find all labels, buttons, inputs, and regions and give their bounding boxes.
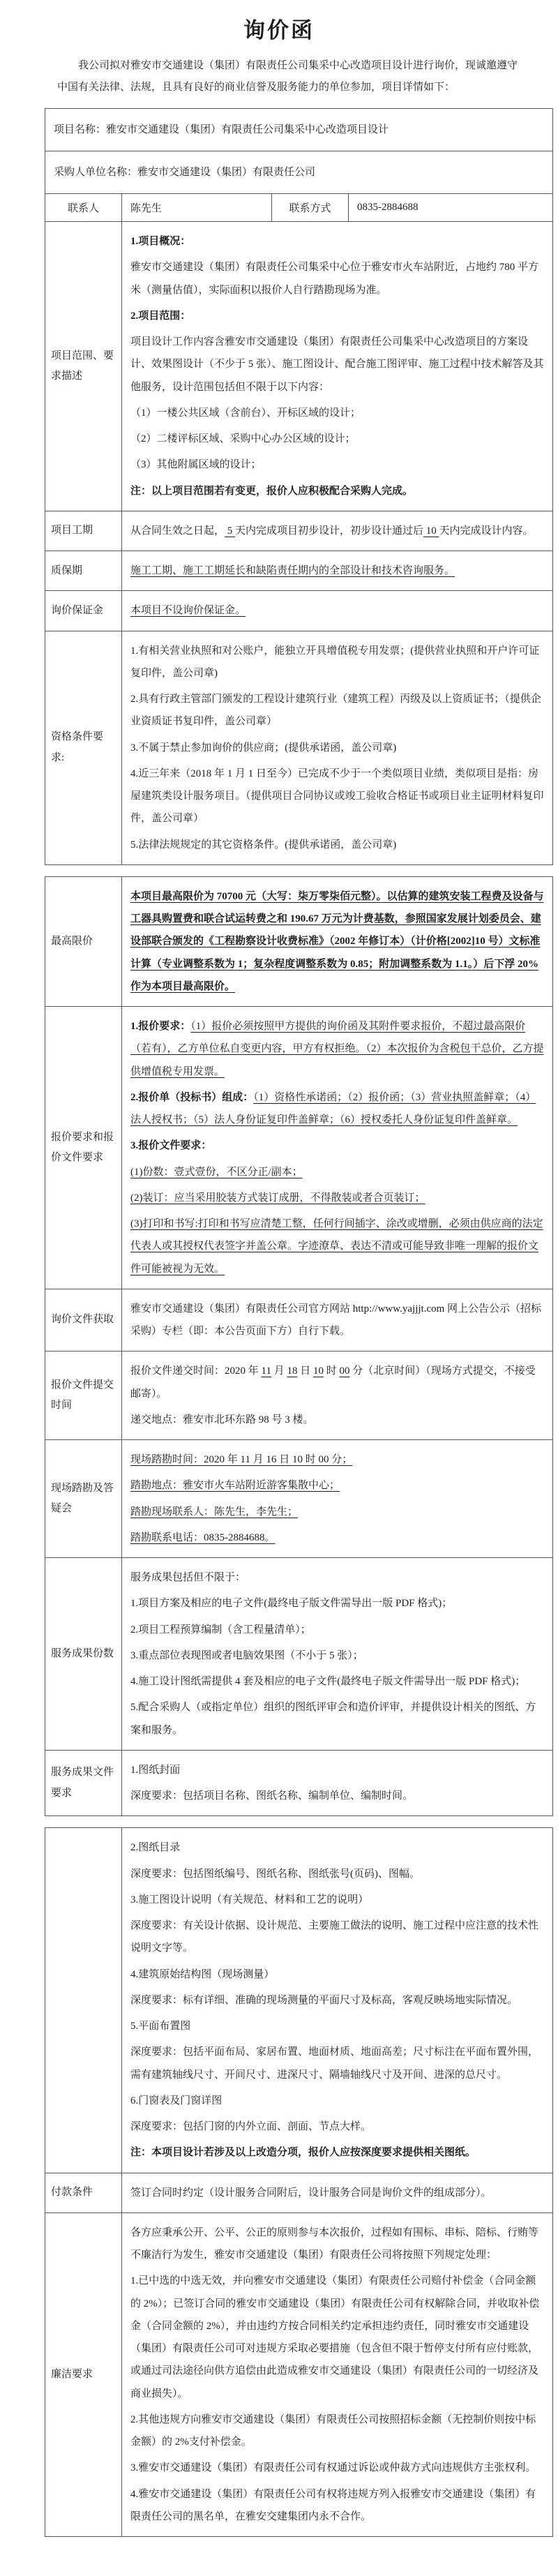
- text-run: 深度要求：标有详细、准确的现场测量的平面尺寸及标高，客观反映场地实际情况。: [130, 1994, 518, 2006]
- paragraph: [130, 737, 544, 759]
- row-quote-submission-time: [45, 1351, 553, 1440]
- row-label: 报价文件提交时间: [45, 1351, 122, 1440]
- paragraph: [130, 1989, 544, 2012]
- row-label: 付款条件: [45, 2173, 122, 2212]
- text-run: 4.近三年来（2018 年 1 月 1 日至今）已完成不少于一个类似项目业绩，类似项目是指：房屋建筑类设计服务项目。（提供项目合同协议或竣工验收合格证书或项目业主证明材料复印件，盖公司章）: [130, 767, 544, 825]
- paragraph: [130, 2116, 544, 2138]
- text-run: 天内完成项目初步设计，初步设计通过后: [235, 525, 424, 537]
- text-run: 服务成果包括但不限于：: [130, 1572, 246, 1583]
- text-run: 注：以上项目范围若有变更，报价人应积极配合采购人完成。: [130, 485, 414, 497]
- paragraph: [130, 1836, 544, 1859]
- full-width-cell: [45, 108, 553, 151]
- paragraph: [130, 834, 544, 856]
- paragraph: [130, 1963, 544, 1986]
- paragraph: [130, 885, 544, 998]
- row-label: 询价保证金: [45, 591, 122, 631]
- row-content: [122, 631, 553, 864]
- paragraph: [130, 402, 544, 424]
- info-table: [45, 1827, 553, 2537]
- paragraph: [130, 1501, 544, 1523]
- row-content: [122, 591, 553, 631]
- text-run: 日: [297, 1365, 313, 1377]
- row-label: 询价文件获取: [45, 1289, 122, 1351]
- row-deliverable-file-requirements: [45, 1750, 553, 1816]
- text-run: 雅安市交通建设（集团）有限责任公司集采中心位于雅安市火车站附近，占地约 780 平方米（测量估值），实际面积以报价人自行踏勘现场为准。: [130, 262, 539, 296]
- text-run: （1）一楼公共区域（含前台）、开标区域的设计；: [130, 407, 361, 419]
- paragraph: [130, 2483, 544, 2529]
- text-run: 1.项目方案及相应的电子文件(最终电子版文件需导出一版 PDF 格式)；: [130, 1598, 453, 1610]
- info-table: [45, 108, 553, 865]
- paragraph: [130, 454, 544, 476]
- paragraph: [130, 560, 544, 582]
- paragraph: [130, 331, 544, 398]
- paragraph: [130, 1086, 544, 1132]
- row-content: [122, 1351, 553, 1440]
- row-label: 资格条件要求:: [45, 631, 122, 864]
- text-run: 4.施工设计图纸需提供 4 套及相应的电子文件(最终电子版文件需导出一版 PDF 格式)；: [130, 1676, 526, 1687]
- text-run: 2.报价单（投标书）组成：: [130, 1091, 254, 1103]
- row-content: [122, 1828, 553, 2173]
- row-label: 项目范围、要求描述: [45, 222, 122, 511]
- text-run: 天内完成设计内容。: [439, 525, 534, 537]
- paragraph: [130, 256, 544, 301]
- text-run: 项目名称：雅安市交通建设（集团）有限责任公司集采中心改造项目设计: [54, 123, 389, 135]
- text-run: 现场踏勘时间：2020 年 11 月 16 日 10 时 00 分；: [130, 1454, 353, 1465]
- paragraph: [130, 1645, 544, 1667]
- text-run: 分（北京时间）（现场方式提交，不接受邮寄）。: [130, 1365, 536, 1400]
- row-content: [122, 1289, 553, 1351]
- row-content: [122, 1558, 553, 1751]
- row-project-scope: [45, 222, 553, 511]
- row-project-name: [45, 108, 553, 151]
- row-content: [122, 1440, 553, 1558]
- text-run: 雅安市交通建设（集团）有限责任公司官方网站 http://www.yajjjt.com 网上公告公示（招标采购）专栏（即：本公告页面下方）自行下载。: [130, 1303, 542, 1337]
- paragraph: [130, 1785, 544, 1807]
- text-run: 时: [324, 1365, 340, 1377]
- paragraph: [130, 1863, 544, 1885]
- paragraph: [130, 2457, 544, 2479]
- text-run: 报价文件递交时间：2020 年: [130, 1365, 262, 1377]
- paragraph: [130, 1619, 544, 1641]
- text-run: 00: [339, 1365, 350, 1377]
- text-run: 5.法律法规规定的其它资格条件。(提供承诺函，盖公司章): [130, 839, 397, 851]
- row-content: [122, 2173, 553, 2212]
- text-run: 4.雅安市交通建设（集团）有限责任公司有权将违规方列入报雅安市交通建设（集团）有限责任公司的黑名单，在雅安交建集团内永不合作。: [130, 2488, 536, 2522]
- row-contact: [45, 194, 553, 222]
- text-run: 深度要求：包括门窗的内外立面、剖面、节点大样。: [130, 2121, 372, 2132]
- row-content: [122, 1007, 553, 1289]
- row-label: 廉洁要求: [45, 2212, 122, 2536]
- paragraph: [130, 599, 544, 622]
- text-run: 采购人单位名称：雅安市交通建设（集团）有限责任公司: [54, 166, 316, 178]
- paragraph: [54, 161, 544, 184]
- text-run: 各方应秉承公开、公平、公正的原则参与本次报价，过程如有围标、串标、陪标、行贿等不廉洁行为发生，雅安市交通建设（集团）有限责任公司将按照下列规定处理：: [130, 2226, 539, 2261]
- text-run: 递交地点：雅安市北环东路 98 号 3 楼。: [130, 1414, 314, 1425]
- paragraph: [130, 1409, 544, 1431]
- text-run: 1.已中选的中选无效，并向雅安市交通建设（集团）有限责任公司赔付补偿金（合同金额的 2%）；已签订合同的雅安市交通建设（集团）有限责任公司有权解除合同，并收取补偿金（合同金额的 2%），并由违约方按合同相关约定承担违约责任，同时雅安市交通建设（集团）有限责任公司可对违规方采取必要措施（包含但不限于暂停支付所有应付账款，或通过司法途径向供方追偿由此造成雅安市交通建设（集团）有限责任公司的一切经济及商业损失）。: [130, 2275, 540, 2399]
- paragraph: [130, 2141, 544, 2164]
- paragraph: [130, 1015, 544, 1083]
- paragraph: [130, 1889, 544, 1911]
- text-run: 2.图纸目录: [130, 1842, 181, 1854]
- text-run: 10: [313, 1365, 324, 1377]
- text-run: 踏勘现场联系人：陈先生，李先生；: [130, 1506, 299, 1518]
- row-project-duration: [45, 511, 553, 551]
- contact-person-value: 陈先生: [122, 194, 272, 222]
- paragraph: [130, 1187, 544, 1209]
- paragraph: [130, 688, 544, 733]
- text-run: 深度要求：包括项目名称、图纸名称、编制单位、编制时间。: [130, 1790, 414, 1802]
- paragraph: [130, 1360, 544, 1405]
- text-run: (3)打印和书写:打印和书写应清楚工整，任何行间插字、涂改或增删，必须由供应商的法定代表人或其授权代表签字并盖公章。字迹潦草、表达不清或可能导致非唯一理解的报价文件可能被视为无效。: [130, 1218, 543, 1275]
- row-payment-terms: [45, 2173, 553, 2212]
- contact-phone-label: 联系方式: [272, 194, 349, 222]
- row-label: 现场踏勘及答疑会: [45, 1440, 122, 1558]
- row-content: [122, 511, 553, 551]
- row-quote-requirements: [45, 1007, 553, 1289]
- text-run: （1）报价必须按照甲方提供的询价函及其附件要求报价，不超过最高限价（若有），乙方单位私自变更内容，甲方有权拒绝。（2）本次报价为含税包干总价，乙方提供增值税专用发票。: [130, 1021, 544, 1077]
- tables-container: [0, 108, 558, 2538]
- text-run: 月: [271, 1365, 287, 1377]
- text-run: 深度要求：有关设计依据、设计规范、主要施工做法的说明、施工过程中应注意的技术性说明文字等。: [130, 1920, 539, 1954]
- row-site-visit-meeting: [45, 1440, 553, 1558]
- text-run: 3.雅安市交通建设（集团）有限责任公司有权通过诉讼或仲裁方式向违规供方主张权利。: [130, 2462, 536, 2474]
- row-label: 服务成果文件要求: [45, 1750, 122, 1816]
- row-content: [122, 551, 553, 591]
- text-run: （3）其他附属区域的设计；: [130, 459, 262, 471]
- text-run: 本项目最高限价为 70700 元（大写：柒万零柒佰元整）。以估算的建筑安装工程费及设备与工器具购置费和联合试运转费之和 190.67 万元为计费基数，参照国家发展计划委员会、建设部联合颁发的《工程勘察设计收费标准》（2002 年修订本）（计价格[2002]10 号）文标准计算（专业调整系数为 1；复杂程度调整系数为 0.85；附加调整系数为 1.1。）后下浮 20%作为本项目最高限价。: [130, 890, 544, 992]
- row-content: [122, 876, 553, 1006]
- text-run: 18: [287, 1365, 298, 1377]
- text-run: 注：本项目设计若涉及以上改造分项，报价人应按深度要求提供相关图纸。: [130, 2147, 476, 2159]
- row-label: 项目工期: [45, 511, 122, 551]
- text-run: 项目设计工作内容含雅安市交通建设（集团）有限责任公司集采中心改造项目的方案设计、效果图设计（不少于 5 张）、施工图设计、配合施工图评审、施工过程中技术解答及其他服务，设计范围包括但不限于以下内容：: [130, 336, 544, 393]
- text-run: 2.项目工程预算编制（含工程量清单）；: [130, 1624, 311, 1635]
- text-run: 踏勘地点：雅安市火车站附近游客集散中心；: [130, 1480, 340, 1492]
- row-inquiry-file-access: [45, 1289, 553, 1351]
- row-label: [45, 1828, 122, 2173]
- contact-person-label: 联系人: [45, 194, 122, 222]
- info-table: [45, 876, 553, 1817]
- paragraph: [130, 1670, 544, 1693]
- row-qualification-requirements: [45, 631, 553, 864]
- text-run: 1.项目概况：: [130, 236, 191, 247]
- paragraph: [130, 1135, 544, 1157]
- text-run: 2.其他违规方向雅安市交通建设（集团）有限责任公司按照招标金额（无控制价则按中标金额）的 2%支付补偿金。: [130, 2413, 536, 2448]
- paragraph: [130, 1474, 544, 1497]
- text-run: (1)份数：壹式壹份，不区分正/副本；: [130, 1166, 303, 1178]
- paragraph: [130, 1592, 544, 1615]
- row-label: 质保期: [45, 551, 122, 591]
- row-content: [122, 1750, 553, 1816]
- paragraph: [130, 520, 544, 542]
- paragraph: [130, 1448, 544, 1471]
- text-run: 3.报价文件要求：: [130, 1140, 212, 1152]
- intro-paragraph: 我公司拟对雅安市交通建设（集团）有限责任公司集采中心改造项目设计进行询价，现诚邀遵守中国有关法律、法规，且具有良好的商业信誉及服务能力的单位参加，项目详情如下：: [57, 60, 518, 93]
- text-run: 3.重点部位表现图或者电脑效果图（不小于 5 张）；: [130, 1649, 363, 1661]
- paragraph: [130, 230, 544, 253]
- paragraph: [130, 1696, 544, 1742]
- row-max-price-limit: [45, 876, 553, 1006]
- text-run: 5: [225, 525, 236, 537]
- text-run: （2）二楼评标区域、采购中心办公区域的设计；: [130, 433, 356, 444]
- text-run: 1.有相关营业执照和对公账户，能独立开具增值税专用发票；(提供营业执照和开户许可证复印件，盖公司章): [130, 645, 540, 679]
- row-warranty-period: [45, 551, 553, 591]
- paragraph: [130, 428, 544, 450]
- text-run: 深度要求：包括平面布局、家居布置、地面材质、地面高差；尺寸标注在平面布置外围，需有建筑轴线尺寸、开间尺寸、进深尺寸、隔墙轴线尺寸及开间、进深的总尺寸。: [130, 2046, 539, 2081]
- paragraph: [130, 640, 544, 685]
- paragraph: [130, 1566, 544, 1589]
- text-run: 本项目不设询价保证金。: [130, 605, 246, 617]
- text-run: 5.配合采购人（或指定单位）组织的图纸评审会和造价评审，并提供设计相关的图纸、方案和服务。: [130, 1702, 536, 1736]
- full-width-cell: [45, 151, 553, 193]
- paragraph: [130, 1213, 544, 1280]
- paragraph: [130, 1915, 544, 1960]
- paragraph: [130, 2270, 544, 2405]
- contact-phone-value: 0835-2884688: [349, 194, 553, 222]
- paragraph: [130, 1759, 544, 1781]
- paragraph: [130, 1161, 544, 1183]
- text-run: 2.具有行政主管部门颁发的工程设计建筑行业（建筑工程）丙级及以上资质证书；（提供企业资质证书复印件，盖公司章）: [130, 694, 541, 728]
- row-deliverable-file-requirements-continued: [45, 1828, 553, 2173]
- text-run: 1.报价要求：: [130, 1021, 191, 1032]
- row-integrity-requirements: [45, 2212, 553, 2536]
- paragraph: [130, 2409, 544, 2454]
- paragraph: [130, 2182, 544, 2204]
- paragraph: [130, 1298, 544, 1343]
- text-run: 11: [261, 1365, 271, 1377]
- paragraph: [130, 1527, 544, 1549]
- paragraph: [130, 480, 544, 502]
- row-label: 服务成果份数: [45, 1558, 122, 1751]
- page-title: 询价函: [243, 18, 315, 43]
- text-run: 施工工期、施工工期延长和缺陷责任期内的全部设计和技术咨询服务。: [130, 565, 455, 576]
- paragraph: [130, 2041, 544, 2086]
- row-label: 最高限价: [45, 876, 122, 1006]
- text-run: 5.平面布置图: [130, 2021, 191, 2032]
- row-deliverable-copies: [45, 1558, 553, 1751]
- row-content: [122, 222, 553, 511]
- paragraph: [130, 305, 544, 327]
- text-run: 1.图纸封面: [130, 1764, 181, 1776]
- text-run: 3.不属于禁止参加询价的供应商；(提供承诺函，盖公司章): [130, 742, 397, 754]
- text-run: 签订合同时约定（设计服务合同附后，设计服务合同是询价文件的组成部分）。: [130, 2187, 492, 2199]
- text-run: 3.施工图设计说明（有关规范、材料和工艺的说明）: [130, 1894, 369, 1905]
- row-label: 报价要求和报价文件要求: [45, 1007, 122, 1289]
- row-content: [122, 2212, 553, 2536]
- text-run: 深度要求：包括图纸编号、图纸名称、图纸张号(页码)、图幅。: [130, 1868, 420, 1880]
- text-run: 4.建筑原始结构图（现场测量）: [130, 1968, 275, 1980]
- paragraph: [130, 2222, 544, 2267]
- text-run: 踏勘联系电话：0835-2884688。: [130, 1532, 276, 1543]
- text-run: (2)装订：应当采用胶装方式装订成册，不得散装或者合页装订；: [130, 1192, 425, 1204]
- text-run: 6.门窗表及门窗详图: [130, 2095, 223, 2106]
- row-inquiry-deposit: [45, 591, 553, 631]
- text-run: 2.项目范围：: [130, 310, 191, 322]
- paragraph: [130, 2090, 544, 2112]
- paragraph: [130, 763, 544, 830]
- text-run: （1）资格性承诺函；（2）报价函；（3）营业执照盖鲜章；（4）法人授权书；（5）法人身份证复印件盖鲜章；（6）授权委托人身份证复印件盖鲜章。: [130, 1091, 536, 1125]
- row-purchaser-name: [45, 151, 553, 193]
- text-run: 10: [423, 525, 439, 537]
- paragraph: [54, 119, 544, 141]
- paragraph: [130, 2015, 544, 2037]
- text-run: 从合同生效之日起，: [130, 525, 225, 537]
